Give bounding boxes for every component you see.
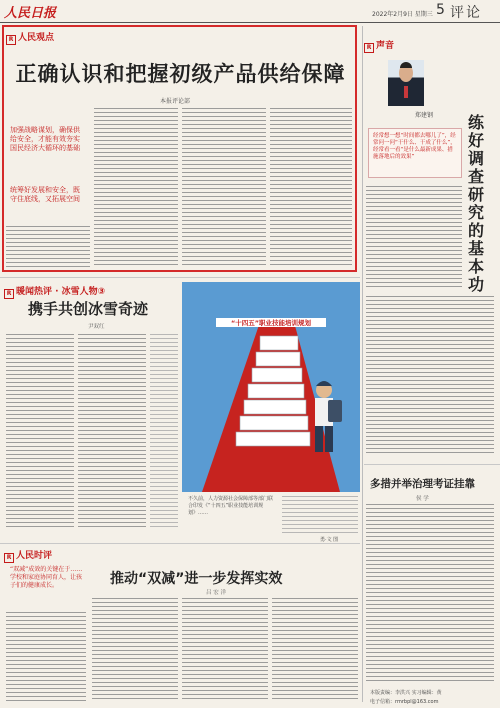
section-rule: [0, 277, 360, 278]
footer-editor: 本版责编：李洪兴 实习编辑：黄: [370, 690, 442, 696]
headline-char: 基: [468, 239, 485, 258]
bottom-story-section: R 人民时评: [4, 548, 52, 563]
portrait-caption: 郑建钢: [415, 112, 434, 119]
top-story-byline: 本报评论部: [160, 98, 191, 105]
winter-body-col-2: [78, 334, 146, 530]
headline-char: 的: [468, 221, 485, 240]
footer-email: 电子信箱：rmrbpl@163.com: [370, 699, 439, 705]
winter-title: 携手共创冰雪奇迹: [28, 300, 149, 318]
voice-quote-box: [368, 128, 462, 178]
winter-byline: 尹双红: [88, 324, 105, 330]
cartoon-banner: “十四五”职业技能培训规划: [216, 318, 326, 327]
top-body-col-2: [94, 108, 178, 268]
top-story-section: R 人民观点: [6, 30, 54, 45]
bottom-body-col-2: [92, 598, 178, 702]
headline-char: 练: [468, 113, 485, 132]
section-rule: [364, 464, 500, 465]
cartoon-illustration: [182, 282, 360, 492]
bottom-story-title: 推动“双减”进一步发挥实效: [110, 571, 283, 587]
headline-char: 研: [468, 185, 485, 204]
section-rule: [0, 543, 360, 544]
newspaper-logo: 人民日报: [4, 6, 57, 21]
top-body-col-1a: [6, 226, 90, 268]
cartoon-caption-b: [282, 496, 358, 534]
voice-body-a: [366, 186, 462, 290]
author-portrait: [388, 60, 424, 106]
voice-body-b: [366, 296, 494, 456]
winter-section: R 暖闻热评 · 冰雪人物③: [4, 284, 105, 299]
right-story-title: 多措并举治理考证挂靠: [370, 478, 475, 490]
winter-body-col-3: [150, 334, 178, 530]
headline-char: 查: [468, 167, 485, 186]
right-story-byline: 侯 学: [416, 496, 429, 502]
page-name: 评论: [450, 5, 482, 21]
masthead: [0, 0, 500, 22]
cartoon-caption: 不久前，人力资源社会保障部等部门联合印发《“十四五”职业技能培训规划》……: [188, 496, 274, 516]
bottom-story-byline: 吕 宏 洋: [206, 590, 226, 596]
headline-char: 本: [468, 257, 485, 276]
bottom-body-col-4: [272, 598, 358, 702]
masthead-rule: [0, 22, 500, 23]
top-body-col-4: [270, 108, 352, 268]
pull-quote-2: 统筹好发展和安全，既守住底线，又拓展空间: [10, 186, 80, 203]
headline-char: 功: [468, 275, 485, 294]
headline-char: 究: [468, 203, 485, 222]
right-story-body: [366, 504, 494, 684]
top-story-title: 正确认识和把握初级产品供给保障: [15, 62, 346, 86]
cartoon-credit: 勇·文 图: [320, 537, 339, 543]
bottom-body-col-3: [182, 598, 268, 702]
voice-quote: 经常想一想“时间都去哪儿了”，经常问一问“干什么、干成了什么”，经常看一看“是什么最新成果、措施落地后的效果”: [373, 133, 456, 160]
column-rule: [362, 26, 363, 702]
top-body-col-3: [182, 108, 266, 268]
winter-body-col-1: [6, 334, 74, 530]
bottom-pull-quote: “双减”成效的关键在于……学校和家庭协同育人，让孩子们的健康成长。: [10, 566, 83, 589]
headline-char: 好: [468, 131, 485, 150]
pull-quote-1: 加强战略谋划，确保供给安全，才能有效夯实国民经济大循环的基础: [10, 126, 80, 152]
bottom-body-col-1: [6, 612, 86, 702]
page-number: 5: [436, 2, 445, 18]
issue-date: 2022年2月9日 星期三: [372, 11, 433, 18]
headline-char: 调: [468, 149, 485, 168]
voice-section: R 声音: [364, 38, 394, 53]
